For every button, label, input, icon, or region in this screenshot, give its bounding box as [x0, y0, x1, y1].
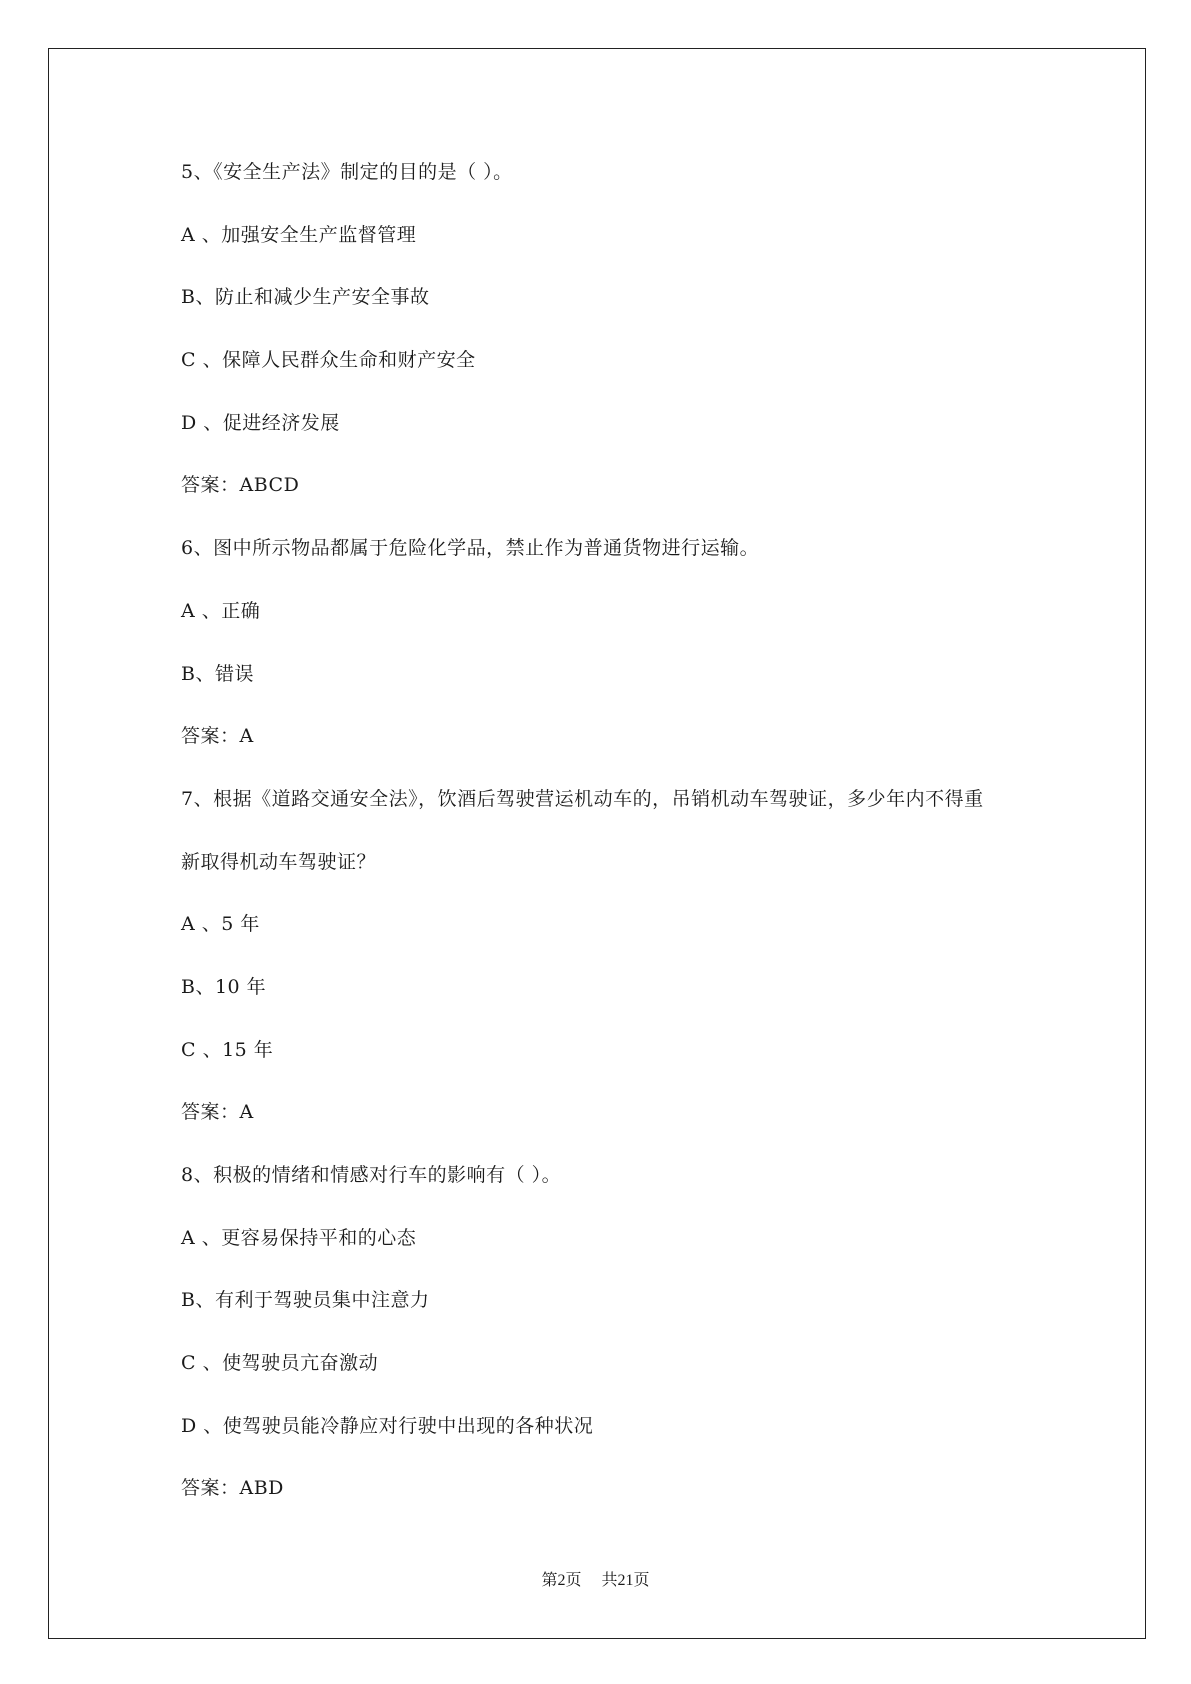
question-text-continued: 新取得机动车驾驶证？ — [181, 850, 377, 873]
question-6 — [181, 533, 1081, 784]
answer: 答案：A — [181, 1101, 254, 1124]
page-footer — [0, 1570, 1191, 1592]
question-8 — [181, 1160, 1081, 1536]
answer: 答案：ABCD — [181, 474, 300, 497]
page-total: 共21页 — [601, 1572, 650, 1589]
option-a: A 、5 年 — [181, 913, 260, 936]
question-text: 6、图中所示物品都属于危险化学品，禁止作为普通货物进行运输。 — [181, 537, 760, 560]
option-a: A 、正确 — [181, 599, 261, 622]
page-number: 第2页 — [541, 1572, 582, 1589]
option-d: D 、使驾驶员能冷静应对行驶中出现的各种状况 — [181, 1414, 594, 1437]
question-text: 5、《安全生产法》制定的目的是（ ）。 — [181, 161, 513, 183]
option-a: A 、更容易保持平和的心态 — [181, 1226, 417, 1249]
option-d: D 、促进经济发展 — [181, 411, 340, 434]
option-a: A 、加强安全生产监督管理 — [181, 223, 417, 246]
question-5 — [181, 157, 1081, 533]
option-c: C 、保障人民群众生命和财产安全 — [181, 349, 476, 372]
answer: 答案：ABD — [181, 1477, 284, 1500]
option-b: B、错误 — [181, 662, 254, 685]
document-body — [181, 157, 1081, 1536]
option-b: B、有利于驾驶员集中注意力 — [181, 1289, 430, 1312]
question-text: 7、根据《道路交通安全法》，饮酒后驾驶营运机动车的，吊销机动车驾驶证，多少年内不得重 — [181, 787, 984, 810]
option-c: C 、15 年 — [181, 1038, 274, 1061]
option-c: C 、使驾驶员亢奋激动 — [181, 1352, 379, 1375]
option-b: B、防止和减少生产安全事故 — [181, 286, 430, 309]
answer: 答案：A — [181, 725, 254, 748]
option-b: B、10 年 — [181, 975, 267, 998]
question-text: 8、积极的情绪和情感对行车的影响有（ ）。 — [181, 1164, 562, 1186]
question-7 — [181, 784, 1081, 1160]
